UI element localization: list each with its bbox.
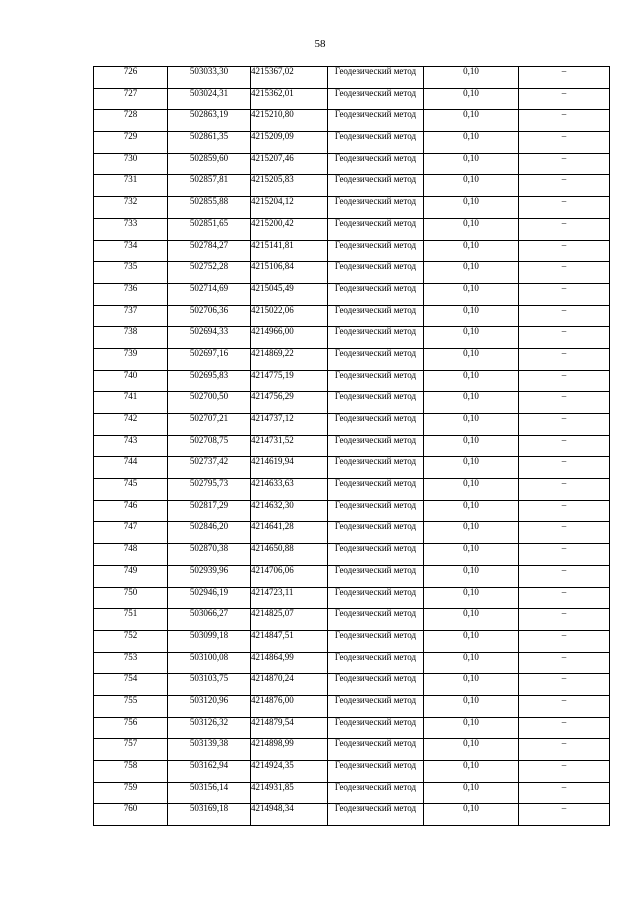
description-cell: – [519,587,610,609]
coordinate-y-cell: 4215022,06 [251,305,328,327]
accuracy-cell: 0,10 [424,348,519,370]
table-row [94,153,610,175]
description-cell: – [519,761,610,783]
coordinate-x-cell: 502851,65 [168,218,251,240]
point-number-cell: 751 [94,609,168,631]
method-cell: Геодезический метод [328,717,424,739]
accuracy-cell: 0,10 [424,262,519,284]
accuracy-cell: 0,10 [424,457,519,479]
method-cell: Геодезический метод [328,88,424,110]
coordinate-y-cell: 4215141,81 [251,240,328,262]
coordinate-x-cell: 503162,94 [168,761,251,783]
coordinate-y-cell: 4214619,94 [251,457,328,479]
coordinate-y-cell: 4215362,01 [251,88,328,110]
description-cell: – [519,153,610,175]
accuracy-cell: 0,10 [424,370,519,392]
coordinate-y-cell: 4214723,11 [251,587,328,609]
method-cell: Геодезический метод [328,110,424,132]
point-number-cell: 736 [94,283,168,305]
coordinate-y-cell: 4214869,22 [251,348,328,370]
coordinate-y-cell: 4214966,00 [251,327,328,349]
coordinate-y-cell: 4215210,80 [251,110,328,132]
description-cell: – [519,218,610,240]
method-cell: Геодезический метод [328,761,424,783]
coordinate-x-cell: 502861,35 [168,132,251,154]
accuracy-cell: 0,10 [424,565,519,587]
table-row [94,175,610,197]
method-cell: Геодезический метод [328,175,424,197]
description-cell: – [519,110,610,132]
table-row [94,392,610,414]
coordinate-x-cell: 502817,29 [168,500,251,522]
method-cell: Геодезический метод [328,153,424,175]
coordinate-x-cell: 503100,08 [168,652,251,674]
coordinate-y-cell: 4215045,49 [251,283,328,305]
method-cell: Геодезический метод [328,782,424,804]
table-row [94,479,610,501]
point-number-cell: 742 [94,414,168,436]
method-cell: Геодезический метод [328,392,424,414]
method-cell: Геодезический метод [328,240,424,262]
accuracy-cell: 0,10 [424,652,519,674]
point-number-cell: 750 [94,587,168,609]
accuracy-cell: 0,10 [424,283,519,305]
table-row [94,67,610,89]
table-row [94,522,610,544]
table-row [94,500,610,522]
description-cell: – [519,500,610,522]
method-cell: Геодезический метод [328,739,424,761]
accuracy-cell: 0,10 [424,587,519,609]
point-number-cell: 741 [94,392,168,414]
coordinate-x-cell: 503066,27 [168,609,251,631]
coordinate-y-cell: 4214879,54 [251,717,328,739]
accuracy-cell: 0,10 [424,218,519,240]
coordinate-y-cell: 4215207,46 [251,153,328,175]
table-row [94,804,610,826]
table-row [94,717,610,739]
method-cell: Геодезический метод [328,197,424,219]
accuracy-cell: 0,10 [424,414,519,436]
description-cell: – [519,327,610,349]
method-cell: Геодезический метод [328,674,424,696]
point-number-cell: 748 [94,544,168,566]
method-cell: Геодезический метод [328,544,424,566]
method-cell: Геодезический метод [328,587,424,609]
method-cell: Геодезический метод [328,500,424,522]
point-number-cell: 734 [94,240,168,262]
accuracy-cell: 0,10 [424,67,519,89]
accuracy-cell: 0,10 [424,761,519,783]
accuracy-cell: 0,10 [424,479,519,501]
coordinate-x-cell: 502708,75 [168,435,251,457]
point-number-cell: 729 [94,132,168,154]
coordinates-table-body [94,67,610,826]
table-row [94,218,610,240]
accuracy-cell: 0,10 [424,392,519,414]
point-number-cell: 737 [94,305,168,327]
point-number-cell: 740 [94,370,168,392]
table-row [94,435,610,457]
point-number-cell: 726 [94,67,168,89]
table-row [94,110,610,132]
description-cell: – [519,240,610,262]
point-number-cell: 758 [94,761,168,783]
table-row [94,630,610,652]
accuracy-cell: 0,10 [424,695,519,717]
method-cell: Геодезический метод [328,565,424,587]
point-number-cell: 755 [94,695,168,717]
coordinate-y-cell: 4214948,34 [251,804,328,826]
point-number-cell: 747 [94,522,168,544]
coordinate-x-cell: 502939,96 [168,565,251,587]
method-cell: Геодезический метод [328,218,424,240]
coordinate-y-cell: 4214650,88 [251,544,328,566]
coordinate-x-cell: 502697,16 [168,348,251,370]
coordinate-y-cell: 4214633,63 [251,479,328,501]
accuracy-cell: 0,10 [424,197,519,219]
coordinate-y-cell: 4214898,99 [251,739,328,761]
coordinate-x-cell: 502737,42 [168,457,251,479]
description-cell: – [519,435,610,457]
coordinate-x-cell: 502863,19 [168,110,251,132]
point-number-cell: 732 [94,197,168,219]
coordinate-y-cell: 4214632,30 [251,500,328,522]
method-cell: Геодезический метод [328,132,424,154]
coordinate-y-cell: 4214756,29 [251,392,328,414]
coordinate-y-cell: 4215200,42 [251,218,328,240]
accuracy-cell: 0,10 [424,782,519,804]
description-cell: – [519,565,610,587]
table-row [94,565,610,587]
coordinate-x-cell: 503099,18 [168,630,251,652]
description-cell: – [519,479,610,501]
table-row [94,88,610,110]
accuracy-cell: 0,10 [424,609,519,631]
coordinate-x-cell: 502752,28 [168,262,251,284]
coordinate-x-cell: 503156,14 [168,782,251,804]
description-cell: – [519,739,610,761]
accuracy-cell: 0,10 [424,110,519,132]
coordinates-table [93,66,610,826]
coordinate-x-cell: 502855,88 [168,197,251,219]
table-row [94,652,610,674]
point-number-cell: 760 [94,804,168,826]
coordinate-y-cell: 4214706,06 [251,565,328,587]
coordinate-x-cell: 503139,38 [168,739,251,761]
table-row [94,544,610,566]
coordinate-x-cell: 503033,30 [168,67,251,89]
coordinate-x-cell: 502859,60 [168,153,251,175]
coordinate-x-cell: 502695,83 [168,370,251,392]
accuracy-cell: 0,10 [424,305,519,327]
method-cell: Геодезический метод [328,305,424,327]
point-number-cell: 739 [94,348,168,370]
coordinate-y-cell: 4214737,12 [251,414,328,436]
description-cell: – [519,88,610,110]
method-cell: Геодезический метод [328,414,424,436]
point-number-cell: 738 [94,327,168,349]
method-cell: Геодезический метод [328,348,424,370]
table-row [94,240,610,262]
method-cell: Геодезический метод [328,695,424,717]
method-cell: Геодезический метод [328,435,424,457]
point-number-cell: 746 [94,500,168,522]
description-cell: – [519,67,610,89]
description-cell: – [519,544,610,566]
table-row [94,305,610,327]
table-row [94,739,610,761]
accuracy-cell: 0,10 [424,132,519,154]
description-cell: – [519,630,610,652]
coordinate-x-cell: 503103,75 [168,674,251,696]
coordinate-x-cell: 502706,36 [168,305,251,327]
description-cell: – [519,457,610,479]
method-cell: Геодезический метод [328,652,424,674]
table-row [94,348,610,370]
accuracy-cell: 0,10 [424,717,519,739]
table-row [94,414,610,436]
point-number-cell: 752 [94,630,168,652]
coordinate-y-cell: 4215106,84 [251,262,328,284]
table-row [94,609,610,631]
point-number-cell: 744 [94,457,168,479]
point-number-cell: 756 [94,717,168,739]
method-cell: Геодезический метод [328,327,424,349]
coordinate-y-cell: 4214870,24 [251,674,328,696]
method-cell: Геодезический метод [328,522,424,544]
coordinate-y-cell: 4214864,99 [251,652,328,674]
point-number-cell: 749 [94,565,168,587]
coordinate-x-cell: 502714,69 [168,283,251,305]
accuracy-cell: 0,10 [424,544,519,566]
accuracy-cell: 0,10 [424,240,519,262]
table-row [94,457,610,479]
coordinate-y-cell: 4214775,19 [251,370,328,392]
accuracy-cell: 0,10 [424,522,519,544]
accuracy-cell: 0,10 [424,500,519,522]
table-row [94,197,610,219]
accuracy-cell: 0,10 [424,630,519,652]
method-cell: Геодезический метод [328,630,424,652]
coordinate-y-cell: 4215367,02 [251,67,328,89]
method-cell: Геодезический метод [328,609,424,631]
coordinate-y-cell: 4215205,83 [251,175,328,197]
point-number-cell: 754 [94,674,168,696]
description-cell: – [519,674,610,696]
table-row [94,327,610,349]
description-cell: – [519,782,610,804]
table-row [94,587,610,609]
coordinate-x-cell: 502857,81 [168,175,251,197]
coordinate-y-cell: 4215209,09 [251,132,328,154]
point-number-cell: 757 [94,739,168,761]
description-cell: – [519,695,610,717]
coordinate-y-cell: 4214847,51 [251,630,328,652]
accuracy-cell: 0,10 [424,804,519,826]
coordinate-y-cell: 4214931,85 [251,782,328,804]
method-cell: Геодезический метод [328,283,424,305]
accuracy-cell: 0,10 [424,175,519,197]
coordinate-y-cell: 4214876,00 [251,695,328,717]
coordinate-x-cell: 502946,19 [168,587,251,609]
description-cell: – [519,522,610,544]
table-row [94,262,610,284]
coordinate-x-cell: 502870,38 [168,544,251,566]
description-cell: – [519,175,610,197]
point-number-cell: 730 [94,153,168,175]
coordinate-y-cell: 4215204,12 [251,197,328,219]
point-number-cell: 743 [94,435,168,457]
coordinate-x-cell: 502700,50 [168,392,251,414]
coordinate-x-cell: 502784,27 [168,240,251,262]
table-row [94,283,610,305]
table-row [94,782,610,804]
table-row [94,674,610,696]
coordinate-x-cell: 503126,32 [168,717,251,739]
point-number-cell: 733 [94,218,168,240]
description-cell: – [519,717,610,739]
point-number-cell: 753 [94,652,168,674]
method-cell: Геодезический метод [328,67,424,89]
page-number: 58 [314,38,326,50]
description-cell: – [519,283,610,305]
point-number-cell: 735 [94,262,168,284]
description-cell: – [519,414,610,436]
coordinate-x-cell: 502694,33 [168,327,251,349]
coordinate-x-cell: 503120,96 [168,695,251,717]
description-cell: – [519,804,610,826]
point-number-cell: 731 [94,175,168,197]
method-cell: Геодезический метод [328,479,424,501]
table-row [94,370,610,392]
description-cell: – [519,609,610,631]
point-number-cell: 728 [94,110,168,132]
coordinate-y-cell: 4214641,28 [251,522,328,544]
description-cell: – [519,392,610,414]
coordinate-x-cell: 502795,73 [168,479,251,501]
method-cell: Геодезический метод [328,262,424,284]
method-cell: Геодезический метод [328,804,424,826]
description-cell: – [519,652,610,674]
coordinate-x-cell: 503024,31 [168,88,251,110]
coordinate-y-cell: 4214825,07 [251,609,328,631]
accuracy-cell: 0,10 [424,153,519,175]
coordinate-x-cell: 502707,21 [168,414,251,436]
method-cell: Геодезический метод [328,457,424,479]
coordinate-x-cell: 502846,20 [168,522,251,544]
accuracy-cell: 0,10 [424,674,519,696]
table-row [94,132,610,154]
description-cell: – [519,132,610,154]
description-cell: – [519,262,610,284]
description-cell: – [519,348,610,370]
description-cell: – [519,370,610,392]
coordinate-y-cell: 4214924,35 [251,761,328,783]
accuracy-cell: 0,10 [424,739,519,761]
table-row [94,695,610,717]
point-number-cell: 759 [94,782,168,804]
point-number-cell: 727 [94,88,168,110]
accuracy-cell: 0,10 [424,88,519,110]
accuracy-cell: 0,10 [424,327,519,349]
point-number-cell: 745 [94,479,168,501]
accuracy-cell: 0,10 [424,435,519,457]
description-cell: – [519,197,610,219]
description-cell: – [519,305,610,327]
coordinate-y-cell: 4214731,52 [251,435,328,457]
table-row [94,761,610,783]
coordinate-x-cell: 503169,18 [168,804,251,826]
method-cell: Геодезический метод [328,370,424,392]
